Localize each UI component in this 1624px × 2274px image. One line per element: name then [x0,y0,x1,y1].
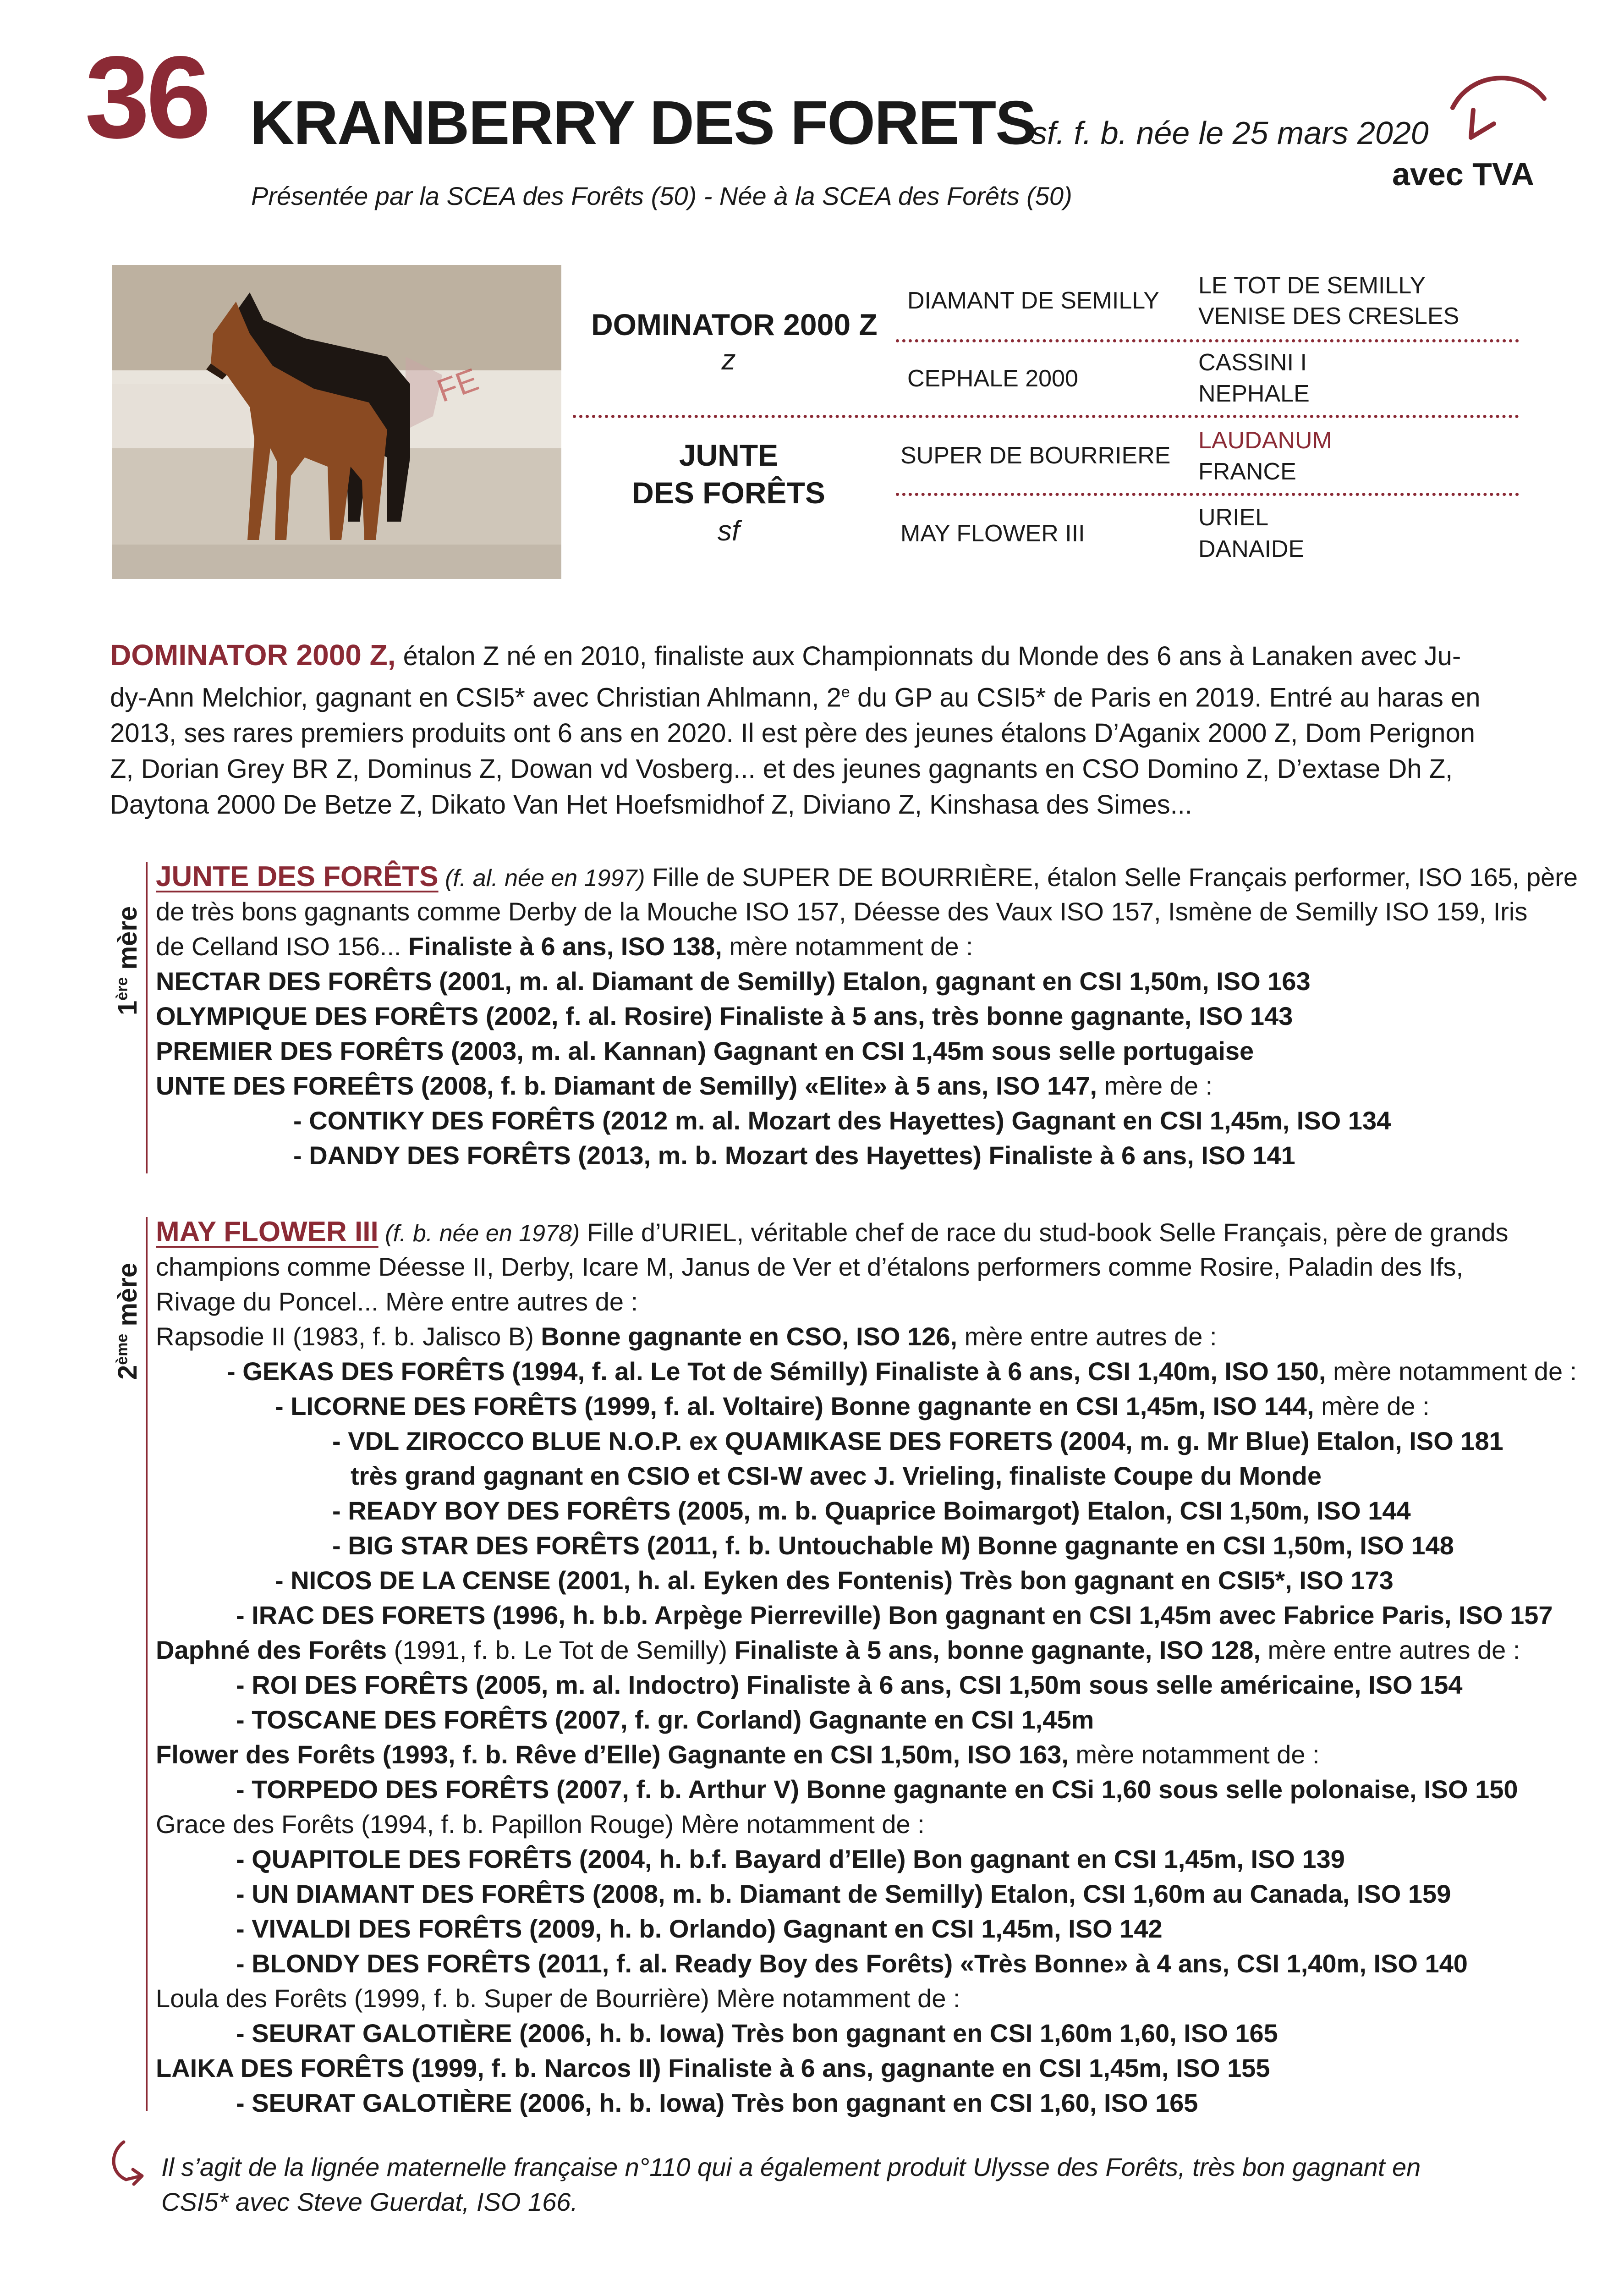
tva-label: avec TVA [1392,156,1534,192]
offspring-line: NECTAR DES FORÊTS (2001, m. al. Diamant de Semilly) Etalon, gagnant en CSI 1,50m, ISO 163 [156,967,1311,996]
sire-text-sup: e [841,683,850,701]
offspring-line: très grand gagnant en CSIO et CSI-W avec J. Vrieling, finaliste Coupe du Monde [351,1461,1322,1490]
offspring-line: - LICORNE DES FORÊTS (1999, f. al. Voltaire) Bonne gagnante en CSI 1,45m, ISO 144, mère de : [275,1392,1430,1421]
offspring-line: - NICOS DE LA CENSE (2001, h. al. Eyken des Fontenis) Très bon gagnant en CSI5*, ISO 173 [275,1566,1394,1595]
offspring-line: PREMIER DES FORÊTS (2003, m. al. Kannan) Gagnant en CSI 1,45m sous selle portugaise [156,1036,1254,1065]
offspring-line: - ROI DES FORÊTS (2005, m. al. Indoctro) Finaliste à 6 ans, CSI 1,50m sous selle américaine, ISO 154 [236,1670,1463,1699]
pedigree-gen2-2: CEPHALE 2000 [907,365,1078,392]
offspring-line: - VDL ZIROCCO BLUE N.O.P. ex QUAMIKASE DES FORETS (2004, m. g. Mr Blue) Etalon, ISO 181 [332,1426,1503,1455]
offspring-line: - SEURAT GALOTIÈRE (2006, h. b. Iowa) Très bon gagnant en CSI 1,60m 1,60, ISO 165 [236,2019,1278,2048]
footer-note: CSI5* avec Steve Guerdat, ISO 166. [161,2187,578,2216]
pedigree-gen3-4: NEPHALE [1198,380,1310,407]
pedigree-sire-stud: z [721,344,736,376]
offspring-line: - UN DIAMANT DES FORÊTS (2008, m. b. Diamant de Semilly) Etalon, CSI 1,60m au Canada, ISO 159 [236,1879,1451,1908]
first-dam-line: de très bons gagnants comme Derby de la Mouche ISO 157, Déesse des Vaux ISO 157, Ismène de Semilly ISO 159, Iris [156,897,1528,926]
sire-text: du GP au CSI5* de Paris en 2019. Entré au haras en [850,683,1481,713]
svg-text:FE: FE [432,361,483,409]
section-bar [146,1217,148,2111]
pedigree-gen2-4: MAY FLOWER III [900,520,1085,547]
offspring-line: - QUAPITOLE DES FORÊTS (2004, h. b.f. Bayard d’Elle) Bon gagnant en CSI 1,45m, ISO 139 [236,1845,1345,1873]
offspring-line: - GEKAS DES FORÊTS (1994, f. al. Le Tot de Sémilly) Finaliste à 6 ans, CSI 1,40m, ISO 150, mère notamment de : [227,1357,1577,1386]
pedigree-gen2-1: DIAMANT DE SEMILLY [907,287,1159,314]
pedigree-divider [896,493,1519,496]
offspring-line: - IRAC DES FORETS (1996, h. b.b. Arpège Pierreville) Bon gagnant en CSI 1,45m avec Fabrice Paris, ISO 157 [236,1601,1553,1630]
horse-name: KRANBERRY DES FORETS [250,88,1036,157]
first-dam-name: JUNTE DES FORÊTS [156,861,439,892]
sire-text: étalon Z né en 2010, finaliste aux Championnats du Monde des 6 ans à Lanaken avec Ju- [403,641,1461,671]
footer-note: Il s’agit de la lignée maternelle française n°110 qui a également produit Ulysse des Forêts, très bon gagnant en [161,2153,1421,2181]
second-dam-label: 2ème mère [113,1262,143,1380]
pedigree-dam-stud: sf [717,515,740,547]
first-dam-label: 1ère mère [113,906,143,1015]
pedigree-sire: DOMINATOR 2000 Z [591,308,878,341]
offspring-line: UNTE DES FOREÊTS (2008, f. b. Diamant de Semilly) «Elite» à 5 ans, ISO 147, mère de : [156,1071,1213,1100]
pedigree-dam-line2: DES FORÊTS [632,476,825,510]
horse-details: sf. f. b. née le 25 mars 2020 [1031,115,1429,151]
offspring-line: Grace des Forêts (1994, f. b. Papillon Rouge) Mère notamment de : [156,1810,925,1839]
first-dam-line: JUNTE DES FORÊTS (f. al. née en 1997) Fille de SUPER DE BOURRIÈRE, étalon Selle Français performer, ISO 165, père [156,861,1578,892]
second-dam-line: champions comme Déesse II, Derby, Icare M, Janus de Ver et d’étalons performers comme Rosire, Paladin des Ifs, [156,1252,1464,1281]
offspring-line: - TORPEDO DES FORÊTS (2007, f. b. Arthur V) Bonne gagnante en CSi 1,60 sous selle polonaise, ISO 150 [236,1775,1518,1804]
pedigree-gen3-1: LE TOT DE SEMILLY [1198,272,1426,299]
presented-by: Présentée par la SCEA des Forêts (50) - Née à la SCEA des Forêts (50) [251,182,1072,210]
offspring-line: - BIG STAR DES FORÊTS (2011, f. b. Untouchable M) Bonne gagnante en CSI 1,50m, ISO 148 [332,1531,1454,1560]
first-dam-line: de Celland ISO 156... Finaliste à 6 ans, ISO 138, mère notamment de : [156,932,973,961]
offspring-line: Flower des Forêts (1993, f. b. Rêve d’Elle) Gagnante en CSI 1,50m, ISO 163, mère notamment de : [156,1740,1320,1769]
pedigree-gen2-3: SUPER DE BOURRIERE [900,442,1171,469]
sire-paragraph [110,637,1517,823]
offspring-line: - CONTIKY DES FORÊTS (2012 m. al. Mozart des Hayettes) Gagnant en CSI 1,45m, ISO 134 [293,1106,1391,1135]
offspring-line: - TOSCANE DES FORÊTS (2007, f. gr. Corland) Gagnante en CSI 1,45m [236,1705,1094,1734]
pedigree-gen3-2: VENISE DES CRESLES [1198,303,1459,330]
sire-text: dy-Ann Melchior, gagnant en CSI5* avec Christian Ahlmann, 2 [110,683,841,713]
sire-text: Daytona 2000 De Betze Z, Dikato Van Het Hoefsmidhof Z, Diviano Z, Kinshasa des Simes... [110,790,1192,820]
pedigree-gen3-8: DANAIDE [1198,536,1305,562]
curved-arrow-icon [1443,64,1553,142]
pedigree-gen3-3: CASSINI I [1198,349,1307,376]
offspring-line: OLYMPIQUE DES FORÊTS (2002, f. al. Rosire) Finaliste à 5 ans, très bonne gagnante, ISO 143 [156,1002,1293,1030]
offspring-line: - READY BOY DES FORÊTS (2005, m. b. Quaprice Boimargot) Etalon, CSI 1,50m, ISO 144 [332,1496,1411,1525]
pedigree-divider [573,415,1519,418]
pedigree-gen3-5: LAUDANUM [1198,427,1332,454]
section-bar [146,862,148,1173]
offspring-line: - VIVALDI DES FORÊTS (2009, h. b. Orlando) Gagnant en CSI 1,45m, ISO 142 [236,1914,1163,1943]
horse-photo [112,265,561,579]
offspring-line: Loula des Forêts (1999, f. b. Super de Bourrière) Mère notamment de : [156,1984,960,2013]
pedigree-divider [896,339,1519,342]
offspring-line: - DANDY DES FORÊTS (2013, m. b. Mozart des Hayettes) Finaliste à 6 ans, ISO 141 [293,1141,1295,1170]
second-dam-name: MAY FLOWER III [156,1216,379,1248]
sire-text: Z, Dorian Grey BR Z, Dominus Z, Dowan vd Vosberg... et des jeunes gagnants en CSO Domino Z, D’extase Dh Z, [110,754,1453,784]
offspring-line: - SEURAT GALOTIÈRE (2006, h. b. Iowa) Très bon gagnant en CSI 1,60, ISO 165 [236,2088,1198,2117]
second-dam-line: MAY FLOWER III (f. b. née en 1978) Fille d’URIEL, véritable chef de race du stud-book Selle Français, père de grands [156,1216,1509,1248]
second-dam-line: Rivage du Poncel... Mère entre autres de : [156,1287,638,1316]
pedigree-gen3-7: URIEL [1198,504,1269,531]
hook-arrow-icon [105,2138,147,2189]
pedigree-gen3-6: FRANCE [1198,458,1296,485]
lot-number: 36 [85,32,208,163]
offspring-line: Rapsodie II (1983, f. b. Jalisco B) Bonne gagnante en CSO, ISO 126, mère entre autres de : [156,1322,1217,1351]
sire-text: 2013, ses rares premiers produits ont 6 ans en 2020. Il est père des jeunes étalons D’Aganix 2000 Z, Dom Perignon [110,718,1476,749]
sire-name: DOMINATOR 2000 Z, [110,639,396,672]
pedigree-dam-line1: JUNTE [679,438,779,472]
offspring-line: Daphné des Forêts (1991, f. b. Le Tot de Semilly) Finaliste à 5 ans, bonne gagnante, ISO 128, mère entre autres de : [156,1635,1520,1664]
offspring-line: LAIKA DES FORÊTS (1999, f. b. Narcos II) Finaliste à 6 ans, gagnante en CSI 1,45m, ISO 155 [156,2054,1270,2082]
offspring-line: - BLONDY DES FORÊTS (2011, f. al. Ready Boy des Forêts) «Très Bonne» à 4 ans, CSI 1,40m, ISO 140 [236,1949,1468,1978]
